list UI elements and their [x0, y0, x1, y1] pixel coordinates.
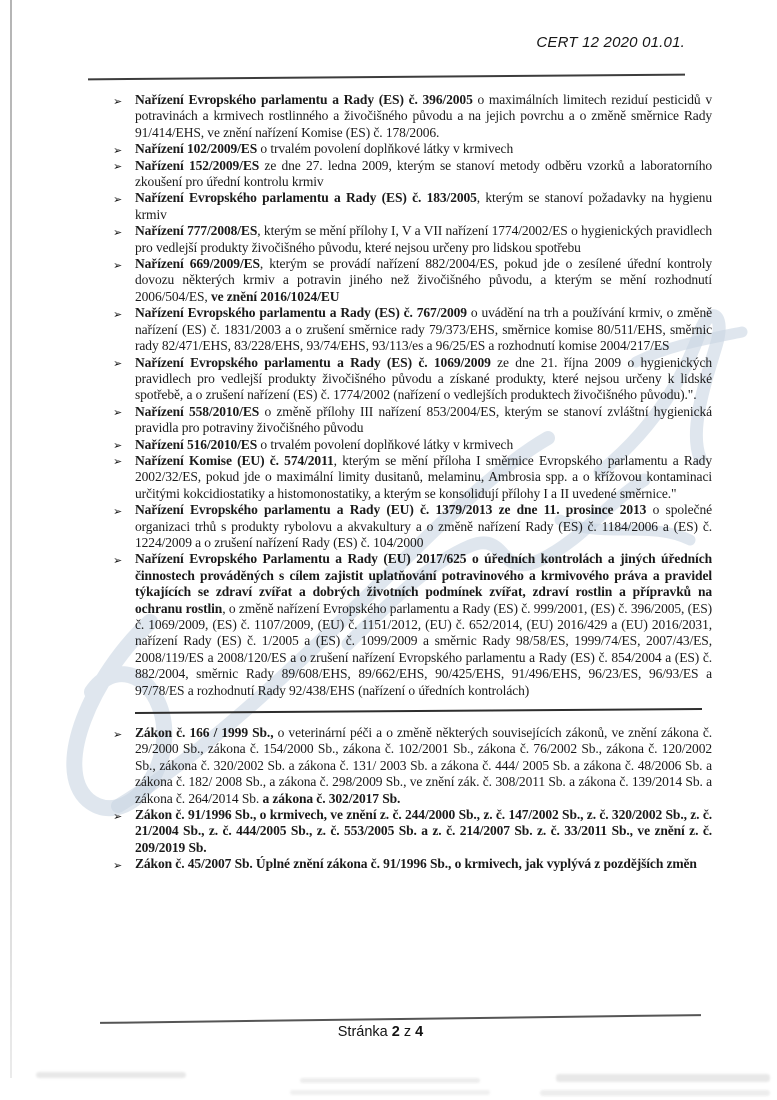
list-item-text: Nařízení 669/2009/ES, kterým se provádí nařízení 882/2004/ES, pokud jde o zesílené úřední kontroly dovozu některých krmiv a potravin jiného než živočišného původu, a kterým se mění rozhodnutí 2006/504/ES, ve znění 2016/1024/EU: [135, 256, 713, 304]
footer-divider: [100, 1014, 701, 1024]
scan-smudge: [556, 1074, 770, 1082]
list-item-text: Nařízení Komise (EU) č. 574/2011, kterým se mění příloha I směrnice Evropského parlamentu a Rady 2002/32/ES, pokud jde o maximální limity dusitanů, melaminu, Ambrosia spp. a o křížovou kontaminaci určitými kokcidiostatiky a histomonostatiky, a kterým se konsolidují přílohy I a II uvedené směrnice.": [135, 452, 712, 501]
list-item-text: Nařízení 777/2008/ES, kterým se mění přílohy I, V a VII nařízení 1774/2002/ES o hygienických pravidlech pro vedlejší produkty živočišného původu, které nejsou určeny pro lidskou spotřebu: [135, 223, 712, 255]
regulations-list: [115, 92, 712, 699]
list-item: [115, 223, 712, 256]
scan-smudge: [36, 1072, 186, 1078]
list-item-text: Nařízení 558/2010/ES o změně přílohy III nařízení 853/2004/ES, kterým se stanoví zvláštní hygienická pravidla pro potraviny živočišného původu: [135, 403, 713, 436]
list-item-text: Nařízení Evropského parlamentu a Rady (ES) č. 767/2009 o uvádění na trh a používání krmiv, o změně nařízení (ES) č. 1831/2003 a o zrušení směrnice rady 79/373/EHS, směrnice komise 80/511/EHS, směrnic rady 82/471/EHS, 83/228/EHS, 93/74/EHS, 93/113/es a 96/25/ES a rozhodnutí komise 2004/217/ES: [135, 305, 712, 354]
arrow-bullet-icon: ➢: [113, 143, 123, 157]
arrow-bullet-icon: ➢: [113, 357, 123, 370]
list-item: [115, 404, 712, 437]
arrow-bullet-icon: ➢: [113, 406, 123, 420]
scan-smudge: [300, 1078, 480, 1083]
list-item: [115, 437, 712, 453]
arrow-bullet-icon: ➢: [113, 727, 123, 741]
list-item-text: Nařízení Evropského parlamentu a Rady (EU) č. 1379/2013 ze dne 11. prosince 2013 o společné organizaci trhů s produkty rybolovu a akvakultury a o změně nařízení Rady (ES) č. 1184/2006 a (ES) č. 1224/2009 a o zrušení nařízení Rady (ES) č. 104/2000: [135, 502, 712, 550]
list-item: [115, 305, 712, 354]
list-item-text: Zákon č. 45/2007 Sb. Úplné znění zákona č. 91/1996 Sb., o krmivech, jak vyplývá z pozdějších změn: [135, 856, 697, 872]
page-number: Stránka 2 z 4: [337, 1024, 424, 1040]
list-item: [115, 807, 712, 856]
list-item-text: Nařízení Evropského parlamentu a Rady (ES) č. 183/2005, kterým se stanoví požadavky na hygienu krmiv: [135, 190, 712, 222]
list-item-text: Nařízení Evropského Parlamentu a Rady (EU) 2017/625 o úředních kontrolách a jiných úředních činnostech prováděných s cílem zajistit uplatňování potravinového a krmivového práva a pravidel týkajících se zdraví zvířat a dobrých životních podmínek zvířat, zdraví rostlin a přípravků na ochranu rostlin, o změně nařízení Evropského parlamentu a Rady (ES) č. 999/2001, (ES) č. 396/2005, (ES) č. 1069/2009, (ES) č. 1107/2009, (EU) č. 1151/2012, (EU) č. 652/2014, (EU) 2016/429 a (EU) 2016/2031, nařízení Rady (ES) č. 1/2005 a (ES) č. 1099/2009 a směrnic Rady 98/58/ES, 1999/74/ES, 2007/43/ES, 2008/119/ES a 2008/120/ES a o zrušení nařízení Evropského parlamentu a Rady (ES) č. 854/2004 a (ES) č. 882/2004, směrnic Rady 89/608/EHS, 89/662/EHS, 90/425/EHS, 91/496/EHS, 96/23/ES, 96/93/ES a 97/78/ES a rozhodnutí Rady 92/438/EHS (nařízení o úředních kontrolách): [135, 551, 712, 698]
list-item: [115, 502, 712, 551]
laws-list: [115, 725, 712, 873]
header-reference: CERT 12 2020 01.01.: [536, 34, 685, 51]
arrow-bullet-icon: ➢: [113, 439, 123, 453]
list-item-text: Zákon č. 166 / 1999 Sb., o veterinární péči a o změně některých souvisejících zákonů, ve znění zákona č. 29/2000 Sb., zákona č. 154/2000 Sb., zákona č. 102/2001 Sb., zákona č. 76/2002 Sb., zákona č. 120/2002 Sb., zákona č. 320/2002 Sb. a zákona č. 131/ 2003 Sb. a zákona č. 444/ 2005 Sb. a zákona č. 48/2006 Sb. a zákona č. 182/ 2008 Sb., a zákona č. 298/2009 Sb., ve znění zák. č. 308/2011 Sb. a zákona č. 139/2014 Sb. a zákona č. 264/2014 Sb. a zákona č. 302/2017 Sb.: [135, 725, 712, 806]
arrow-bullet-icon: ➢: [113, 553, 123, 567]
list-item: [115, 453, 712, 502]
list-item: [115, 190, 712, 223]
arrow-bullet-icon: ➢: [113, 160, 123, 174]
arrow-bullet-icon: ➢: [113, 258, 123, 272]
document-body: [115, 92, 712, 873]
list-item: [115, 856, 712, 872]
list-item-text: Nařízení 516/2010/ES o trvalém povolení doplňkové látky v krmivech: [135, 436, 514, 452]
arrow-bullet-icon: ➢: [113, 858, 123, 872]
arrow-bullet-icon: ➢: [113, 504, 123, 518]
scan-edge-line: [10, 0, 12, 1078]
list-item-text: Nařízení 152/2009/ES ze dne 27. ledna 2009, kterým se stanoví metody odběru vzorků a laboratorního zkoušení pro úřední kontrolu krmiv: [135, 157, 712, 190]
list-item-text: Nařízení 102/2009/ES o trvalém povolení doplňkové látky v krmivech: [135, 141, 514, 157]
list-item: [115, 256, 712, 305]
arrow-bullet-icon: ➢: [113, 809, 123, 823]
list-item: [115, 725, 712, 807]
list-item: [115, 355, 712, 404]
arrow-bullet-icon: ➢: [113, 94, 123, 108]
list-item: [115, 158, 712, 191]
section-divider: [135, 708, 702, 714]
arrow-bullet-icon: ➢: [113, 225, 123, 239]
list-item-text: Zákon č. 91/1996 Sb., o krmivech, ve znění z. č. 244/2000 Sb., z. č. 147/2002 Sb., z. č. 320/2002 Sb., z. č. 21/2004 Sb., z. č. 444/2005 Sb., z. č. 553/2005 Sb. a z. č. 214/2007 Sb. z. č. 33/2011 Sb., ve znění z. č. 209/2019 Sb.: [135, 807, 712, 855]
arrow-bullet-icon: ➢: [113, 192, 123, 206]
arrow-bullet-icon: ➢: [113, 307, 123, 321]
scan-smudge: [290, 1090, 490, 1095]
list-item-text: Nařízení Evropského parlamentu a Rady (ES) č. 1069/2009 ze dne 21. října 2009 o hygienických pravidlech pro vedlejší produkty živočišného původu a získané produkty, které nejsou určeny k lidské spotřebě, a o zrušení nařízení (ES) č. 1774/2002 (nařízení o vedlejších produktech živočišného původu).".: [135, 354, 713, 403]
list-item: [115, 551, 712, 699]
arrow-bullet-icon: ➢: [113, 455, 123, 469]
header-divider: [88, 74, 685, 81]
list-item-text: Nařízení Evropského parlamentu a Rady (ES) č. 396/2005 o maximálních limitech reziduí pesticidů v potravinách a krmivech rostlinného a živočišného původu a na jejich povrchu a o změně směrnice Rady 91/414/EHS, ve znění nařízení Komise (ES) č. 178/2006.: [135, 92, 712, 140]
list-item: [115, 141, 712, 157]
scan-smudge: [540, 1090, 770, 1096]
list-item: [115, 92, 712, 141]
